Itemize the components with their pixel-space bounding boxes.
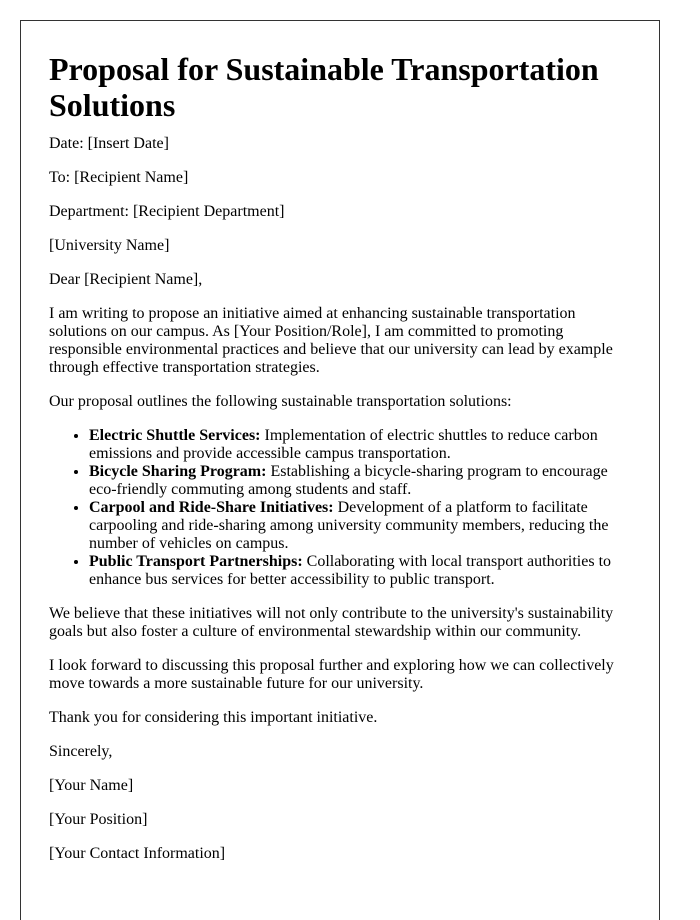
- signature-position: [Your Position]: [49, 811, 148, 828]
- solution-text: Development of a platform to facilitate carpooling and ride-sharing among university community members, reducing the number of vehicles on campus.: [89, 499, 609, 552]
- letter-document: [20, 20, 660, 920]
- belief-paragraph: We believe that these initiatives will not only contribute to the university's sustainability goals but also foster a culture of environmental stewardship within our community.: [49, 605, 614, 640]
- list-item: [89, 499, 631, 553]
- thanks-paragraph: Thank you for considering this important initiative.: [49, 709, 378, 726]
- list-item: [89, 463, 631, 499]
- list-item: [89, 427, 631, 463]
- solution-text: Implementation of electric shuttles to reduce carbon emissions and provide accessible campus transportation.: [89, 427, 598, 462]
- university-line: [University Name]: [49, 237, 170, 254]
- forward-paragraph: I look forward to discussing this proposal further and exploring how we can collectively move towards a more sustainable future for our university.: [49, 657, 614, 692]
- list-intro: Our proposal outlines the following sustainable transportation solutions:: [49, 393, 512, 410]
- solution-title: Electric Shuttle Services:: [89, 427, 261, 444]
- letter-title: Proposal for Sustainable Transportation Solutions: [49, 51, 599, 123]
- solution-title: Public Transport Partnerships:: [89, 553, 303, 570]
- list-item: [89, 553, 631, 589]
- salutation: Dear [Recipient Name],: [49, 271, 203, 288]
- closing: Sincerely,: [49, 743, 113, 760]
- solution-text: Establishing a bicycle-sharing program to encourage eco-friendly commuting among students and staff.: [89, 463, 608, 498]
- solution-title: Bicycle Sharing Program:: [89, 463, 267, 480]
- solutions-list: [49, 427, 631, 589]
- signature-contact: [Your Contact Information]: [49, 845, 226, 862]
- department-line: Department: [Recipient Department]: [49, 203, 285, 220]
- solution-text: Collaborating with local transport authorities to enhance bus services for better accessibility to public transport.: [89, 553, 612, 588]
- signature-name: [Your Name]: [49, 777, 134, 794]
- solution-title: Carpool and Ride-Share Initiatives:: [89, 499, 334, 516]
- recipient-line: To: [Recipient Name]: [49, 169, 189, 186]
- date-line: Date: [Insert Date]: [49, 135, 169, 152]
- intro-paragraph: I am writing to propose an initiative aimed at enhancing sustainable transportation solutions on our campus. As [Your Position/Role], I am committed to promoting responsible environmental practices and believe that our university can lead by example through effective transportation strategies.: [49, 305, 613, 376]
